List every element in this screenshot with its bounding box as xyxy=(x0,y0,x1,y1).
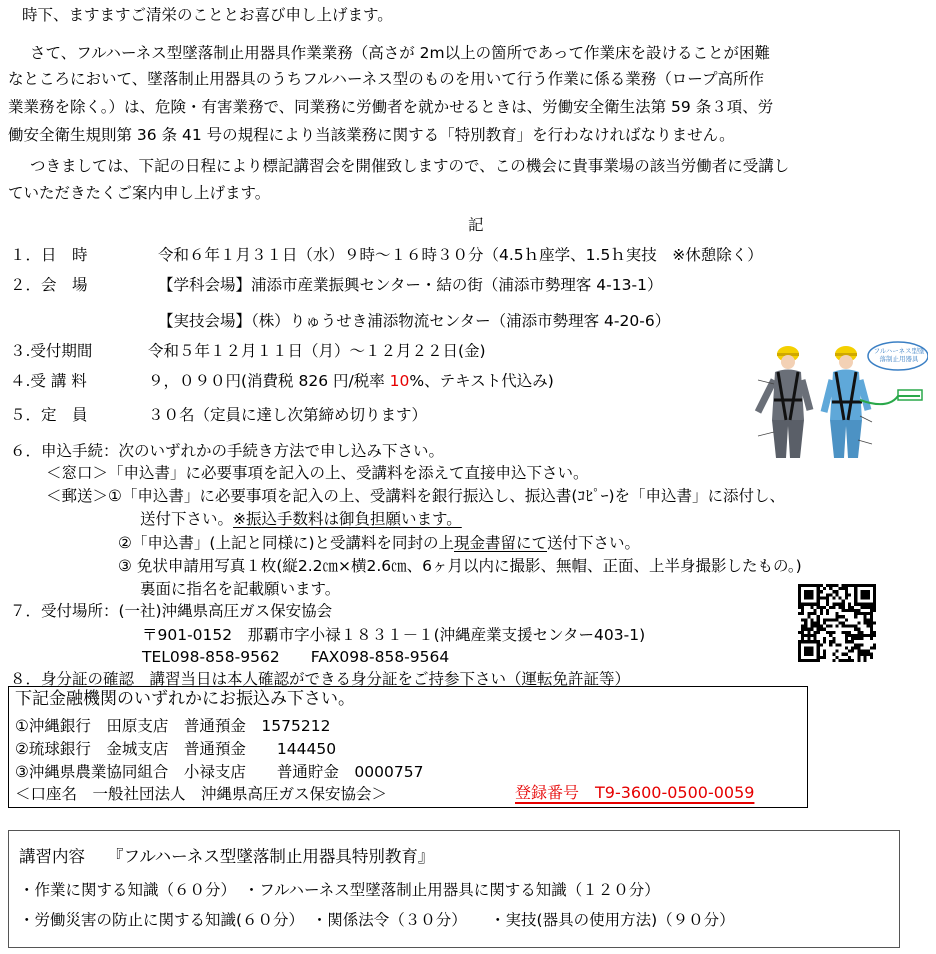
apply-mail-2-text-b: 送付下さい。 xyxy=(547,534,641,552)
bank-row-1: ①沖縄銀行 田原支店 普通預金 1575212 xyxy=(15,717,331,735)
apply-mail-1: ＜郵送＞①「申込書」に必要事項を記入の上、受講料を銀行振込し、振込書(ｺﾋﾟｰ)を「申込書」に添付し、 xyxy=(46,487,785,505)
date-label: １．日 時 xyxy=(10,246,88,264)
bank-info-box xyxy=(8,686,808,808)
intro-para1-line1: さて、フルハーネス型墜落制止用器具作業業務（高さが 2m以上の箇所であって作業床を設けることが困難 xyxy=(30,44,770,62)
apply-mail-2-text-a: ②「申込書」(上記と同様に)と受講料を同封の上 xyxy=(118,534,454,552)
capacity-value: ３０名（定員に達し次第締め切ります） xyxy=(148,406,428,424)
intro-para2-line2: ていただきたくご案内申し上げます。 xyxy=(8,184,271,202)
date-value: 令和６年１月３１日（水）９時～１６時３０分（4.5ｈ座学、1.5ｈ実技 ※休憩除く） xyxy=(158,246,763,264)
apply-mail-fee-note: ※振込手数料は御負担願います。 xyxy=(233,510,462,528)
capacity-label: ５．定 員 xyxy=(10,406,88,424)
bank-row-3: ③沖縄県農業協同組合 小禄支店 普通貯金 0000757 xyxy=(15,763,424,781)
course-content-line-1: ・作業に関する知識（６０分） ・フルハーネス型墜落制止用器具に関する知識（１２０分） xyxy=(19,881,660,899)
bank-heading: 下記金融機関のいずれかにお振込み下さい。 xyxy=(15,689,355,709)
apply-mail-registered: 現金書留にて xyxy=(454,534,548,552)
course-content-heading xyxy=(19,847,434,867)
fee-tax-rate: 10 xyxy=(389,372,410,390)
illustration-caption: フルハーネス型墜落制止用器具 xyxy=(873,347,925,363)
bank-row-2: ②琉球銀行 金城支店 普通預金 144450 xyxy=(15,740,337,758)
course-content-line-2: ・労働災害の防止に関する知識(６０分） ・関係法令（３０分） ・実技(器具の使用方法)（９０分） xyxy=(19,911,735,929)
fee-value xyxy=(148,372,554,391)
course-content-title: 『フルハーネス型墜落制止用器具特別教育』 xyxy=(107,847,435,866)
period-value: 令和５年１２月１１日（月）～１２月２２日(金) xyxy=(148,342,486,360)
apply-label: ６．申込手続：次のいずれかの手続き方法で申し込み下さい。 xyxy=(10,442,445,460)
apply-mail-1b xyxy=(140,510,462,529)
apply-mail-2 xyxy=(118,534,640,553)
apply-mail-3: ③ 免状申請用写真１枚(縦2.2㎝×横2.6㎝、6ヶ月以内に撮影、無帽、正面、上半身撮影したもの。) xyxy=(118,557,802,575)
place-tel-fax: TEL098-858-9562 FAX098-858-9564 xyxy=(142,648,450,666)
qr-code-icon xyxy=(798,584,876,662)
intro-para1-line3: 業業務を除く。）は、危険・有害業務で、同業務に労働者を就かせるときは、労働安全衛生法第 59 条３項、労 xyxy=(8,98,774,116)
harness-illustration xyxy=(748,340,928,462)
fee-value-b: %、テキスト代込み) xyxy=(409,372,554,390)
greeting-line: 時下、ますますご清栄のこととお喜び申し上げます。 xyxy=(22,6,393,24)
intro-para1-line4: 働安全衛生規則第 36 条 41 号の規程により当該業務に関する「特別教育」を行わなければなりません。 xyxy=(8,126,735,144)
apply-mail-3b: 裏面に指名を記載願います。 xyxy=(140,580,341,598)
apply-mail-1b-text: 送付下さい。 xyxy=(140,510,234,528)
venue-label: ２．会 場 xyxy=(10,276,88,294)
venue-value-1: 【学科会場】浦添市産業振興センター・結の街（浦添市勢理客 4-13-1） xyxy=(158,276,663,294)
id-check: ８．身分証の確認 講習当日は本人確認ができる身分証をご持参下さい（運転免許証等） xyxy=(10,670,631,688)
place-label: ７．受付場所：(一社)沖縄県高圧ガス保安協会 xyxy=(10,602,333,620)
intro-para2-line1: つきましては、下記の日程により標記講習会を開催致しますので、この機会に貴事業場の該当労働者に受講し xyxy=(30,157,790,175)
place-address: 〒901-0152 那覇市字小禄１８３１－１(沖縄産業支援センター403-1) xyxy=(142,626,646,644)
period-label: ３.受付期間 xyxy=(10,342,93,360)
qr-code[interactable] xyxy=(798,584,876,662)
course-content-box xyxy=(8,830,900,948)
course-content-label: 講習内容 xyxy=(19,847,85,866)
ki-heading: 記 xyxy=(468,216,484,234)
venue-value-2: 【実技会場】（株）りゅうせき浦添物流センター（浦添市勢理客 4-20-6） xyxy=(158,312,671,330)
registration-number: 登録番号 T9-3600-0500-0059 xyxy=(515,783,755,802)
fee-label: ４.受 講 料 xyxy=(10,372,87,390)
fee-value-a: ９，０９０円(消費税 826 円/税率 xyxy=(148,372,390,390)
bank-account-name: ＜口座名 一般社団法人 沖縄県高圧ガス保安協会＞ xyxy=(15,785,388,803)
intro-para1-line2: なところにおいて、墜落制止用器具のうちフルハーネス型のものを用いて行う作業に係る業務（ロープ高所作 xyxy=(8,70,764,88)
apply-window: ＜窓口＞「申込書」に必要事項を記入の上、受講料を添えて直接申込下さい。 xyxy=(46,464,589,482)
